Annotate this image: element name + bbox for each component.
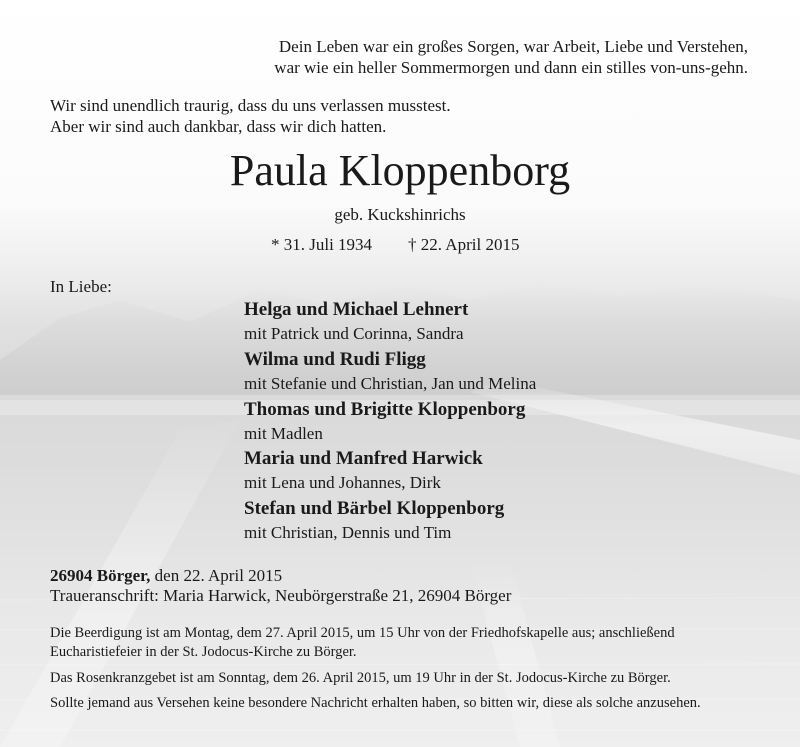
place-town: 26904 Börger, — [50, 566, 151, 585]
funeral-notice-line-1: Die Beerdigung ist am Montag, dem 27. April 2015, um 15 Uhr von der Friedhofskapelle aus; anschließend — [50, 625, 675, 641]
place-date: den 22. April 2015 — [154, 566, 283, 585]
family-children-2: mit Stefanie und Christian, Jan und Melina — [244, 374, 537, 393]
condolence-line-2: Aber wir sind auch dankbar, dass wir dich hatten. — [50, 117, 387, 136]
family-names-3: Thomas und Brigitte Kloppenborg — [244, 399, 526, 420]
birth-name: geb. Kuckshinrichs — [334, 205, 466, 224]
death-date: † 22. April 2015 — [408, 235, 520, 254]
in-love-label: In Liebe: — [50, 277, 112, 296]
family-names-4: Maria und Manfred Harwick — [244, 448, 483, 469]
condolence-line-1: Wir sind unendlich traurig, dass du uns verlassen musstest. — [50, 96, 451, 115]
deceased-name: Paula Kloppenborg — [229, 146, 571, 195]
birth-date: * 31. Juli 1934 — [271, 235, 373, 254]
verse-line-2: war wie ein heller Sommermorgen und dann ein stilles von-uns-gehn. — [274, 58, 748, 77]
family-names-1: Helga und Michael Lehnert — [244, 299, 469, 320]
family-names-2: Wilma und Rudi Fligg — [244, 349, 426, 370]
mourning-address: Traueranschrift: Maria Harwick, Neubörgerstraße 21, 26904 Börger — [50, 586, 512, 605]
funeral-notice-line-2: Eucharistiefeier in der St. Jodocus-Kirche zu Börger. — [50, 644, 357, 660]
rosary-notice: Das Rosenkranzgebet ist am Sonntag, dem 26. April 2015, um 19 Uhr in der St. Jodocus-Kirche zu Börger. — [50, 670, 671, 686]
place-date-line — [50, 565, 282, 586]
family-names-5: Stefan und Bärbel Kloppenborg — [244, 498, 505, 519]
family-children-5: mit Christian, Dennis und Tim — [244, 523, 452, 542]
verse-line-1: Dein Leben war ein großes Sorgen, war Arbeit, Liebe und Verstehen, — [278, 37, 748, 56]
family-children-1: mit Patrick und Corinna, Sandra — [244, 324, 464, 343]
family-children-4: mit Lena und Johannes, Dirk — [244, 473, 441, 492]
family-children-3: mit Madlen — [244, 424, 323, 443]
apology-notice: Sollte jemand aus Versehen keine besondere Nachricht erhalten haben, so bitten wir, diese als solche anzusehen. — [50, 695, 701, 711]
